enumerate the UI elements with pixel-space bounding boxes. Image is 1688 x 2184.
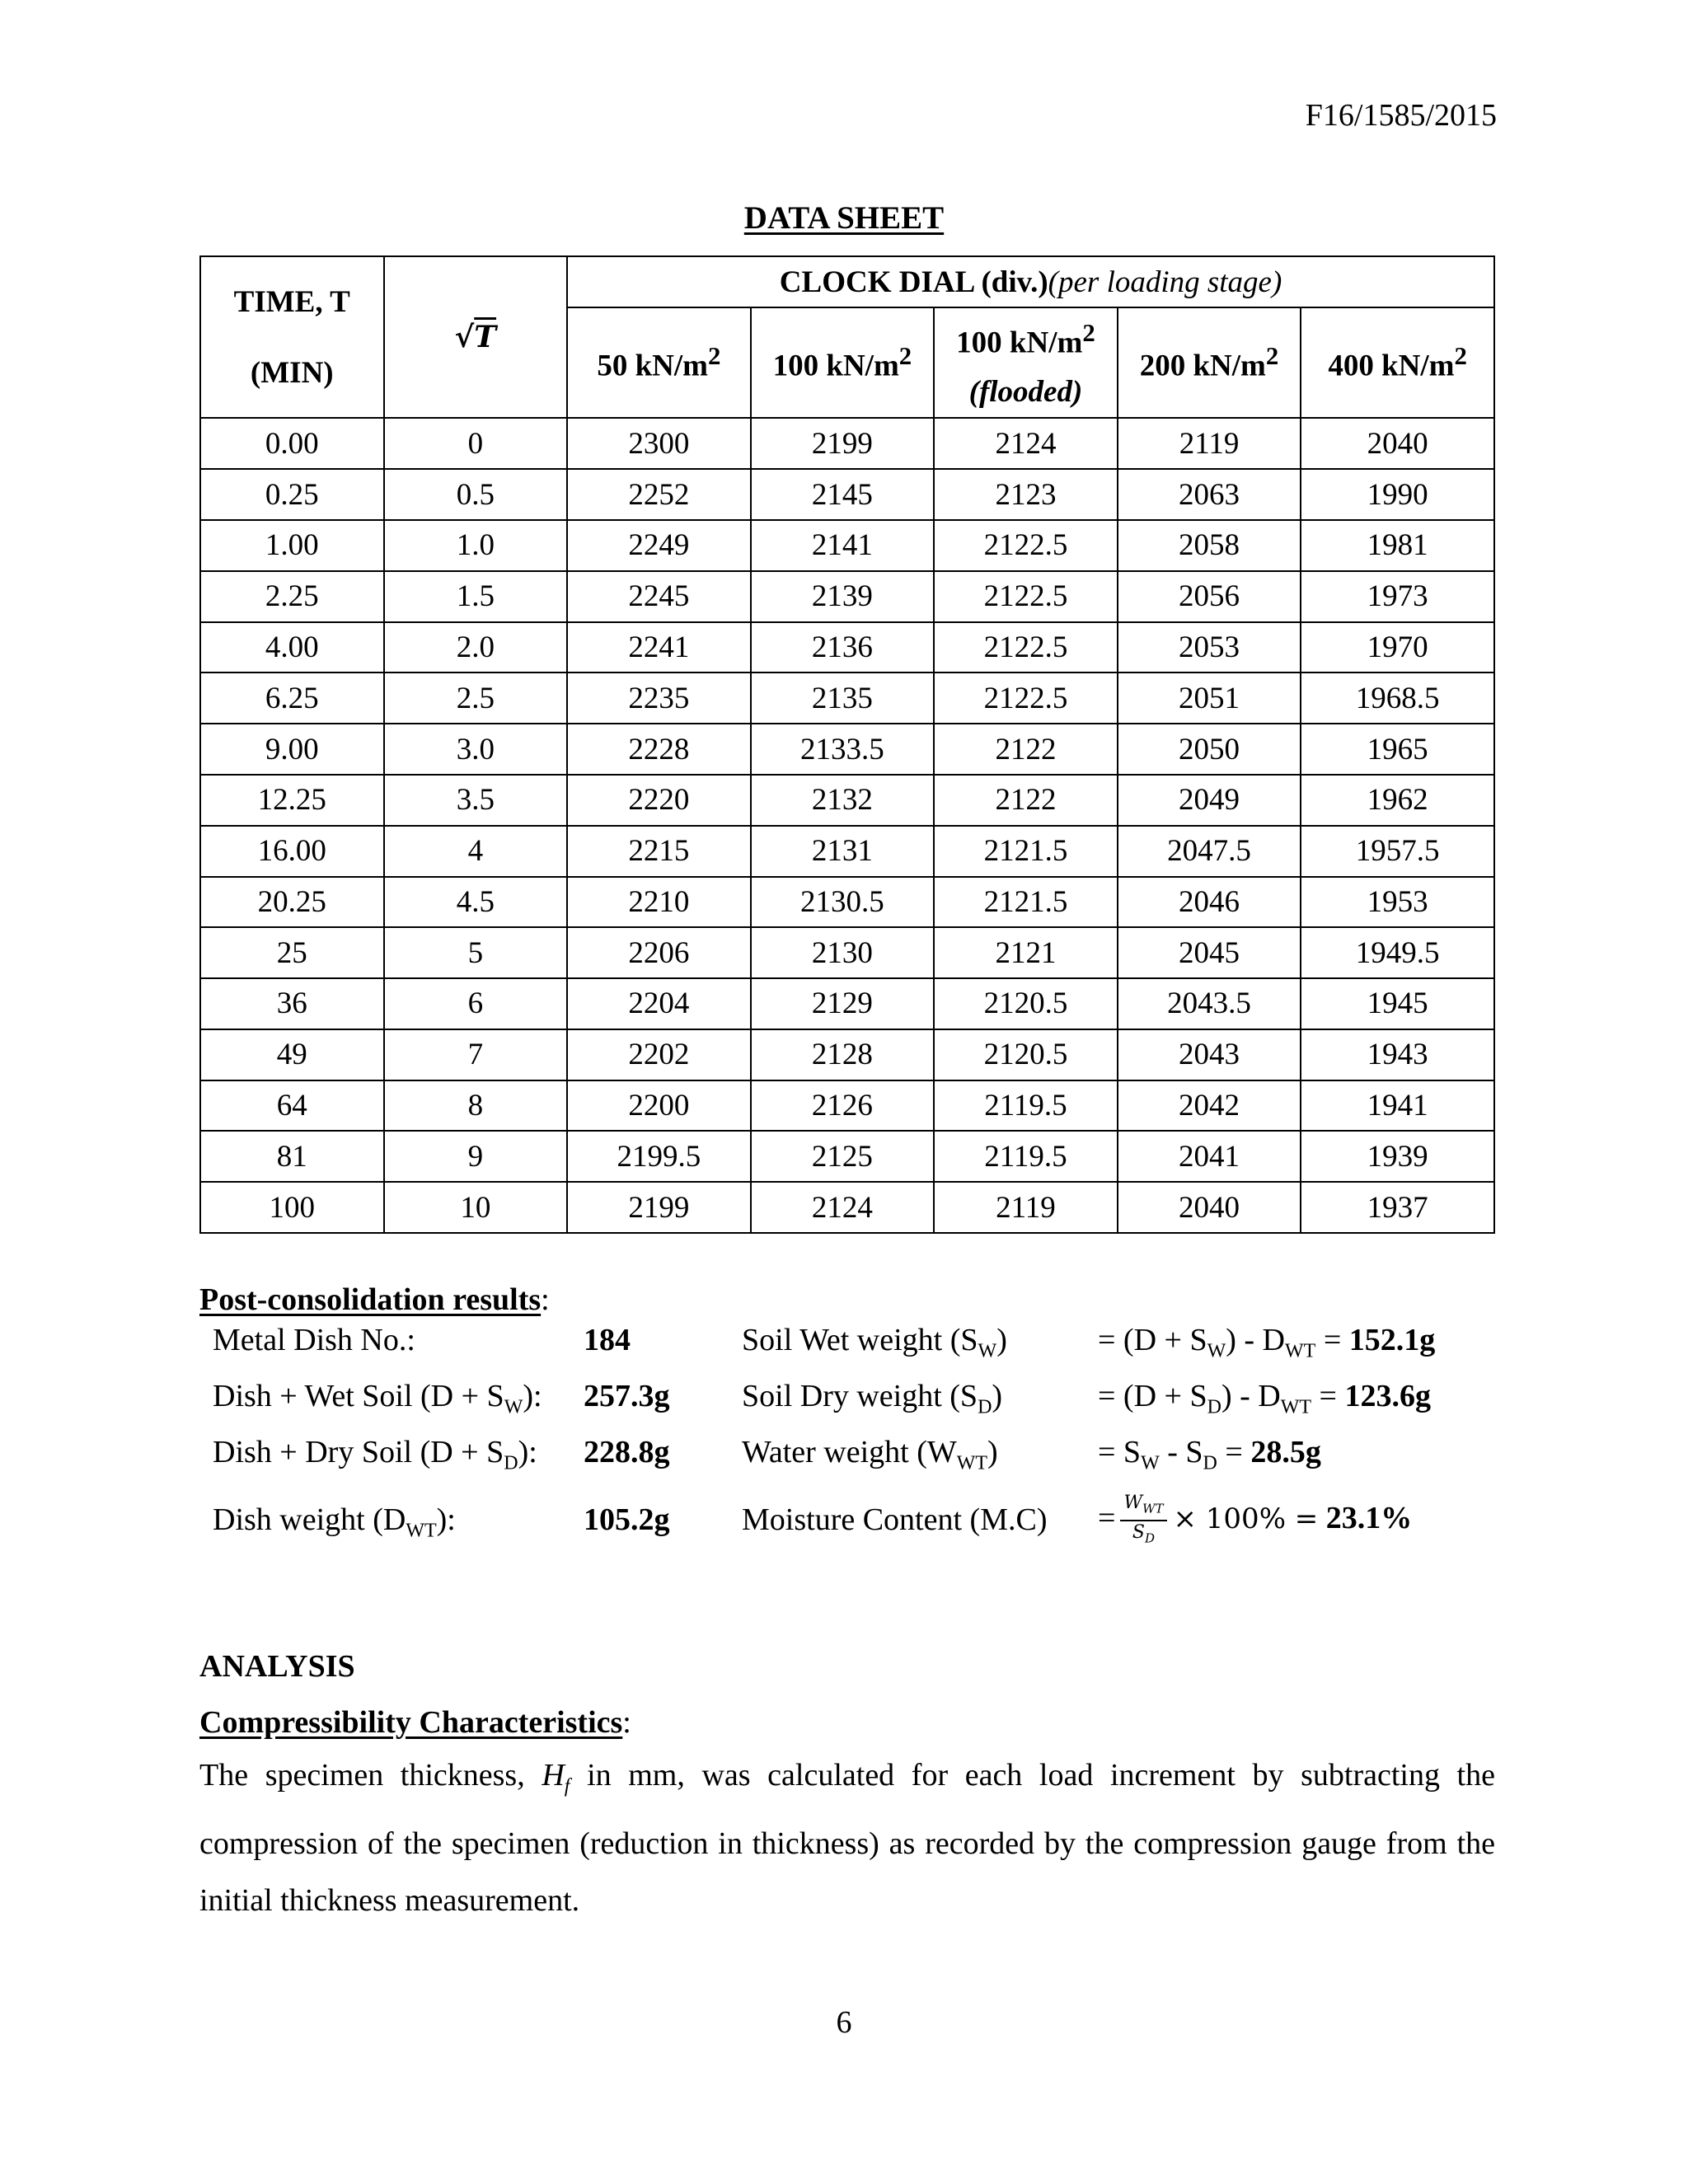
table-cell: 1981 — [1301, 520, 1494, 571]
table-row — [200, 622, 1494, 673]
water-weight-label: Water weight $(W_{WT})$ — [742, 1435, 998, 1474]
table-cell: 2122.5 — [934, 571, 1118, 622]
table-cell: 2133.5 — [751, 724, 935, 775]
table-cell: 100 — [200, 1182, 384, 1233]
table-cell: 36 — [200, 978, 384, 1029]
table-cell: 16.00 — [200, 826, 384, 877]
table-cell: 10 — [384, 1182, 568, 1233]
soil-wet-weight-label: Soil Wet weight $(S_W)$ — [742, 1323, 1007, 1362]
moisture-content-formula: = $\frac{W_{WT}}{S_D}$ × 100% = 23.1% — [1098, 1492, 1412, 1550]
table-cell: 2200 — [567, 1080, 751, 1132]
table-cell: 2139 — [751, 571, 935, 622]
table-cell: 2121.5 — [934, 826, 1118, 877]
load-100-header: 100 $kN/m^2$ — [751, 307, 935, 418]
table-cell: 2228 — [567, 724, 751, 775]
table-cell: 1937 — [1301, 1182, 1494, 1233]
table-cell: 2130.5 — [751, 877, 935, 928]
document-reference: F16/1585/2015 — [1305, 98, 1497, 133]
table-cell: 8 — [384, 1080, 568, 1132]
table-cell: 2046 — [1118, 877, 1301, 928]
table-row — [200, 469, 1494, 520]
table-cell: 1939 — [1301, 1131, 1494, 1182]
table-cell: 0.5 — [384, 469, 568, 520]
table-cell: 2056 — [1118, 571, 1301, 622]
table-cell: 4 — [384, 826, 568, 877]
table-cell: 2053 — [1118, 622, 1301, 673]
table-cell: 2249 — [567, 520, 751, 571]
clock-dial-header: CLOCK DIAL (div.)(per loading stage) — [567, 256, 1494, 307]
soil-wet-weight-value: 152.1g — [1348, 1323, 1436, 1357]
dish-wet-soil-value: 257.3g — [584, 1379, 670, 1413]
table-cell: 2199.5 — [567, 1131, 751, 1182]
table-cell: 1.5 — [384, 571, 568, 622]
table-cell: 1973 — [1301, 571, 1494, 622]
table-cell: 2220 — [567, 775, 751, 826]
table-cell: 2141 — [751, 520, 935, 571]
table-cell: 2.25 — [200, 571, 384, 622]
table-cell: 1.00 — [200, 520, 384, 571]
table-cell: 2119 — [934, 1182, 1118, 1233]
moisture-content-value: 23.1% — [1325, 1501, 1413, 1536]
table-cell: 2300 — [567, 418, 751, 469]
table-cell: 2119 — [1118, 418, 1301, 469]
table-row — [200, 775, 1494, 826]
dish-weight-label: Dish weight $(D_{WT})$: — [213, 1502, 456, 1542]
table-cell: 9.00 — [200, 724, 384, 775]
table-cell: 2122 — [934, 775, 1118, 826]
table-cell: 2206 — [567, 927, 751, 978]
table-cell: 2129 — [751, 978, 935, 1029]
table-row — [200, 1182, 1494, 1233]
table-cell: 2123 — [934, 469, 1118, 520]
table-row — [200, 826, 1494, 877]
table-cell: 2.5 — [384, 673, 568, 724]
table-cell: 2119.5 — [934, 1080, 1118, 1132]
table-cell: 2120.5 — [934, 978, 1118, 1029]
table-cell: 64 — [200, 1080, 384, 1132]
clock-dial-data-table — [199, 255, 1495, 1234]
analysis-heading: ANALYSIS — [199, 1649, 355, 1684]
table-cell: 12.25 — [200, 775, 384, 826]
table-cell: 2135 — [751, 673, 935, 724]
metal-dish-label: Metal Dish No.: — [213, 1323, 415, 1357]
table-cell: 1945 — [1301, 978, 1494, 1029]
moisture-content-label: Moisture Content (M.C) — [742, 1502, 1048, 1537]
load-400-header: 400 $kN/m^2$ — [1301, 307, 1494, 418]
table-cell: 2051 — [1118, 673, 1301, 724]
table-cell: 2132 — [751, 775, 935, 826]
dish-dry-soil-label: Dish + Dry Soil $(D + S_D)$: — [213, 1435, 537, 1474]
table-cell: 2235 — [567, 673, 751, 724]
table-row — [200, 877, 1494, 928]
table-row — [200, 520, 1494, 571]
table-cell: 2128 — [751, 1029, 935, 1080]
table-cell: 1965 — [1301, 724, 1494, 775]
dish-weight-value: 105.2g — [584, 1502, 670, 1537]
table-cell: 2145 — [751, 469, 935, 520]
post-consolidation-heading: Post-consolidation results: — [199, 1282, 550, 1317]
table-cell: 2245 — [567, 571, 751, 622]
table-cell: 1941 — [1301, 1080, 1494, 1132]
table-cell: 1962 — [1301, 775, 1494, 826]
table-row — [200, 1029, 1494, 1080]
table-cell: 2131 — [751, 826, 935, 877]
table-cell: 2122.5 — [934, 520, 1118, 571]
time-column-header: TIME, T (MIN) — [200, 256, 384, 418]
table-row — [200, 927, 1494, 978]
load-50-header: 50 $kN/m^2$ — [567, 307, 751, 418]
table-cell: 1970 — [1301, 622, 1494, 673]
table-cell: 81 — [200, 1131, 384, 1182]
soil-dry-weight-value: 123.6g — [1344, 1379, 1431, 1413]
table-cell: 1957.5 — [1301, 826, 1494, 877]
table-cell: 20.25 — [200, 877, 384, 928]
soil-dry-weight-formula: = $(D + S_D) - D_{WT} = 123.6g$ — [1098, 1379, 1431, 1418]
table-cell: 2050 — [1118, 724, 1301, 775]
table-cell: 2041 — [1118, 1131, 1301, 1182]
table-cell: 2199 — [567, 1182, 751, 1233]
table-cell: 2063 — [1118, 469, 1301, 520]
table-cell: 2047.5 — [1118, 826, 1301, 877]
table-cell: 4.5 — [384, 877, 568, 928]
dish-dry-soil-value: 228.8g — [584, 1435, 670, 1469]
table-row — [200, 724, 1494, 775]
page-number: 6 — [836, 2005, 852, 2040]
metal-dish-value: 184 — [584, 1323, 631, 1357]
table-cell: 2040 — [1301, 418, 1494, 469]
table-cell: 1990 — [1301, 469, 1494, 520]
table-cell: 2122 — [934, 724, 1118, 775]
table-cell: 2202 — [567, 1029, 751, 1080]
table-cell: 3.0 — [384, 724, 568, 775]
table-cell: 2122.5 — [934, 673, 1118, 724]
table-cell: 2210 — [567, 877, 751, 928]
table-row — [200, 673, 1494, 724]
water-weight-value: 28.5g — [1250, 1435, 1321, 1469]
table-cell: 2124 — [751, 1182, 935, 1233]
table-cell: 2241 — [567, 622, 751, 673]
soil-dry-weight-label: Soil Dry weight $(S_D)$ — [742, 1379, 1003, 1418]
table-cell: 2124 — [934, 418, 1118, 469]
table-cell: 7 — [384, 1029, 568, 1080]
table-row — [200, 1080, 1494, 1132]
table-cell: 2045 — [1118, 927, 1301, 978]
table-cell: 2040 — [1118, 1182, 1301, 1233]
table-cell: 2.0 — [384, 622, 568, 673]
table-cell: 2043 — [1118, 1029, 1301, 1080]
dish-wet-soil-label: Dish + Wet Soil $(D + S_W)$: — [213, 1379, 542, 1418]
table-cell: 2252 — [567, 469, 751, 520]
table-cell: 2204 — [567, 978, 751, 1029]
sqrt-time-column-header: √T — [384, 256, 568, 418]
table-cell: 4.00 — [200, 622, 384, 673]
table-cell: 2122.5 — [934, 622, 1118, 673]
table-cell: 1968.5 — [1301, 673, 1494, 724]
table-cell: 6 — [384, 978, 568, 1029]
table-cell: 2120.5 — [934, 1029, 1118, 1080]
page-title: DATA SHEET — [743, 200, 945, 236]
table-cell: 2136 — [751, 622, 935, 673]
table-cell: 25 — [200, 927, 384, 978]
table-cell: 2121 — [934, 927, 1118, 978]
soil-wet-weight-formula: = $(D + S_W) - D_{WT} = 152.1g$ — [1098, 1323, 1436, 1362]
table-cell: 5 — [384, 927, 568, 978]
table-cell: 2199 — [751, 418, 935, 469]
compressibility-heading: Compressibility Characteristics: — [199, 1705, 631, 1740]
water-weight-formula: = $S_W - S_D = 28.5g$ — [1098, 1435, 1321, 1474]
moisture-fraction: $\frac{W_{WT}}{S_D}$ — [1120, 1492, 1166, 1550]
load-200-header: 200 $kN/m^2$ — [1118, 307, 1301, 418]
table-cell: 1953 — [1301, 877, 1494, 928]
analysis-paragraph: The specimen thickness, $H_f$ in mm, was calculated for each load increment by subtracting the compression of the specimen (reduction in thickness) as recorded by the compression gauge from the initial thickness measurement. — [199, 1758, 1495, 1918]
table-cell: 2121.5 — [934, 877, 1118, 928]
table-cell: 2125 — [751, 1131, 935, 1182]
table-cell: 0.00 — [200, 418, 384, 469]
table-cell: 2215 — [567, 826, 751, 877]
table-row — [200, 978, 1494, 1029]
table-cell: 49 — [200, 1029, 384, 1080]
table-cell: 0.25 — [200, 469, 384, 520]
table-cell: 0 — [384, 418, 568, 469]
table-cell: 2043.5 — [1118, 978, 1301, 1029]
table-cell: 2049 — [1118, 775, 1301, 826]
table-cell: 1943 — [1301, 1029, 1494, 1080]
table-cell: 3.5 — [384, 775, 568, 826]
load-100-flooded-header: 100 $kN/m^2$ (flooded) — [934, 307, 1118, 418]
table-row — [200, 1131, 1494, 1182]
table-cell: 2126 — [751, 1080, 935, 1132]
table-cell: 2042 — [1118, 1080, 1301, 1132]
table-cell: 6.25 — [200, 673, 384, 724]
table-row — [200, 571, 1494, 622]
table-cell: 1949.5 — [1301, 927, 1494, 978]
table-cell: 2119.5 — [934, 1131, 1118, 1182]
table-cell: 2058 — [1118, 520, 1301, 571]
table-cell: 9 — [384, 1131, 568, 1182]
table-row — [200, 418, 1494, 469]
table-cell: 1.0 — [384, 520, 568, 571]
table-cell: 2130 — [751, 927, 935, 978]
